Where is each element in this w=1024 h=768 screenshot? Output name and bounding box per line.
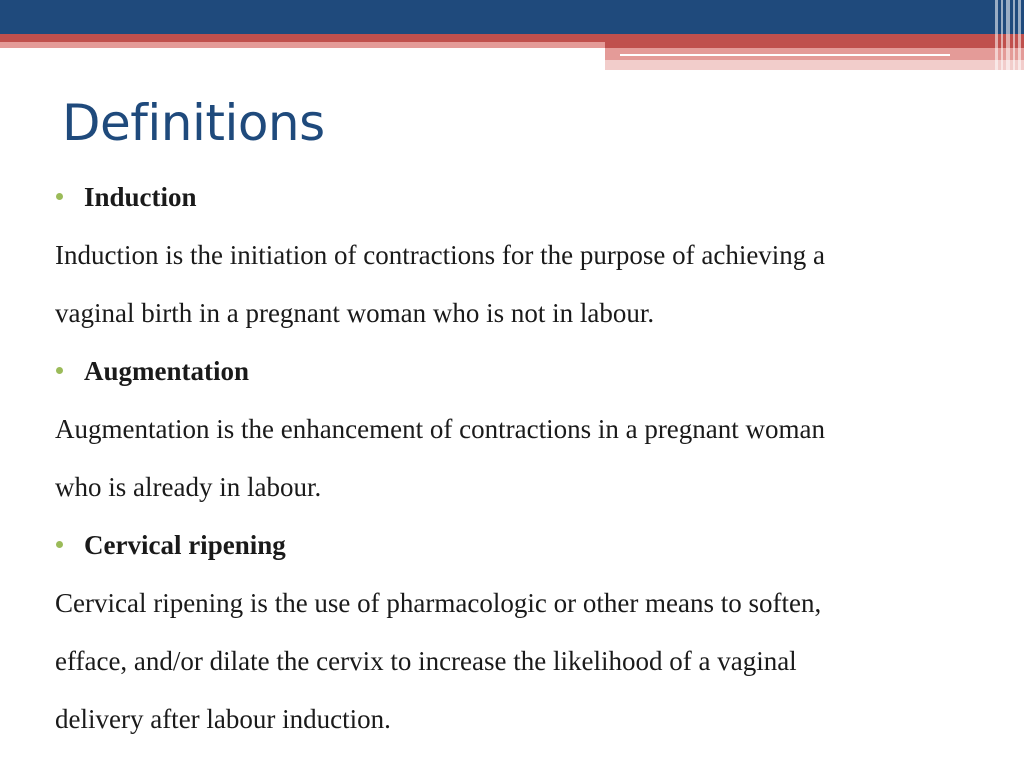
definition-line: who is already in labour. <box>55 472 322 502</box>
slide-body <box>55 168 995 748</box>
bullet-dot-icon <box>56 367 63 374</box>
bullet-heading-induction <box>55 168 995 226</box>
bullet-dot-icon <box>56 541 63 548</box>
header-blue-band <box>0 0 1024 34</box>
header-stripe <box>1006 0 1010 70</box>
definition-line: delivery after labour induction. <box>55 704 391 734</box>
header-thin-line <box>620 54 950 56</box>
header-pale-band-right <box>605 60 1024 70</box>
bullet-heading-augmentation <box>55 342 995 400</box>
bullet-heading-text: Induction <box>84 182 197 212</box>
header-white-notch <box>0 48 605 52</box>
definition-line: efface, and/or dilate the cervix to increase the likelihood of a vaginal <box>55 646 797 676</box>
definition-line: Cervical ripening is the use of pharmacologic or other means to soften, <box>55 588 822 618</box>
header-stripe <box>1013 0 1015 70</box>
definition-line: Induction is the initiation of contractions for the purpose of achieving a <box>55 240 826 270</box>
slide-title: Definitions <box>62 94 325 152</box>
bullet-dot-icon <box>56 193 63 200</box>
bullet-heading-text: Augmentation <box>84 356 250 386</box>
bullet-heading-text: Cervical ripening <box>84 530 286 560</box>
header-stripe <box>1001 0 1003 70</box>
bullet-heading-cervical-ripening <box>55 516 995 574</box>
header-stripe <box>1018 0 1021 70</box>
definition-line: vaginal birth in a pregnant woman who is not in labour. <box>55 298 655 328</box>
header-stripe <box>995 0 998 70</box>
definition-line: Augmentation is the enhancement of contractions in a pregnant woman <box>55 414 826 444</box>
